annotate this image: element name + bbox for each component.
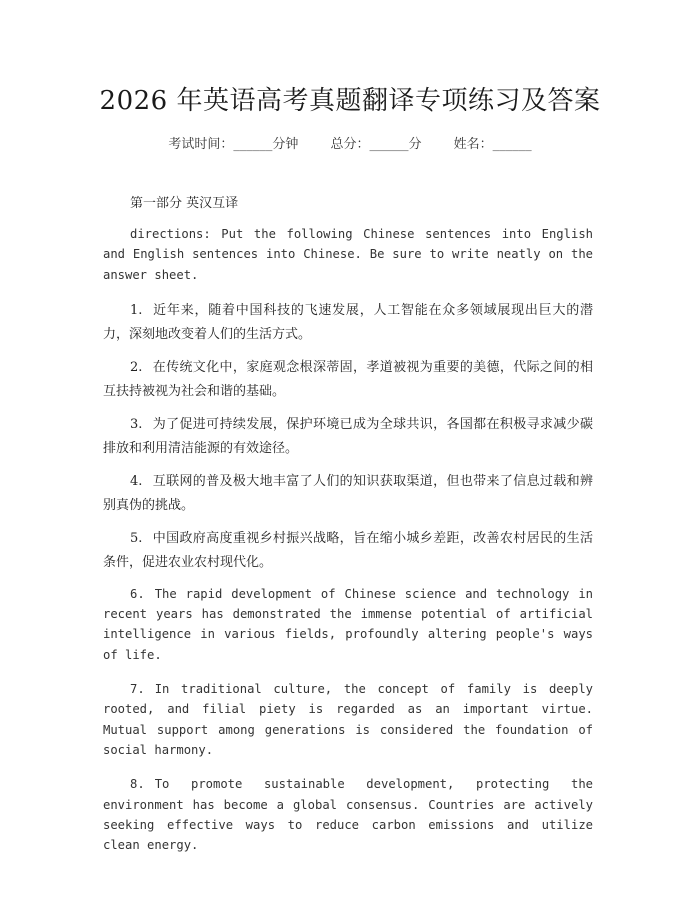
question-item	[103, 299, 593, 347]
question-number: 4.	[130, 473, 143, 489]
question-number: 5.	[130, 530, 143, 546]
question-item	[103, 679, 593, 760]
question-number: 8.	[130, 777, 145, 792]
question-text: In traditional culture, the concept of family is deeply rooted, and filial piety is regarded as an important virtue. Mutual support among generations is considered the foundation of social harmony.	[103, 682, 593, 757]
exam-meta	[0, 133, 700, 152]
document-title: 2026 年英语高考真题翻译专项练习及答案	[99, 86, 601, 116]
question-number: 3.	[130, 416, 143, 432]
question-item	[103, 413, 593, 461]
question-number: 2.	[130, 359, 143, 375]
question-number: 7.	[130, 682, 145, 697]
question-text: To promote sustainable development, protecting the environment has become a global consensus. Countries are actively seeking effective ways to reduce carbon emissions and utilize clean energy.	[103, 777, 593, 853]
section-heading: 第一部分 英汉互译	[130, 196, 239, 211]
document-body	[103, 224, 593, 869]
question-item	[103, 470, 593, 518]
question-item	[103, 527, 593, 575]
question-number: 6.	[130, 586, 145, 601]
directions-paragraph: directions: Put the following Chinese sentences into English and English sentences into Chinese. Be sure to write neatly on the answer sheet.	[103, 227, 593, 282]
total-score-field: 总分：______分	[330, 137, 422, 152]
exam-time-field: 考试时间：______分钟	[168, 137, 299, 152]
question-number: 1.	[130, 302, 143, 318]
question-item	[103, 774, 593, 855]
question-item	[103, 584, 593, 665]
question-item	[103, 356, 593, 404]
question-text: 在传统文化中，家庭观念根深蒂固，孝道被视为重要的美德，代际之间的相互扶持被视为社会和谐的基础。	[103, 359, 593, 399]
question-text: The rapid development of Chinese science and technology in recent years has demonstrated the immense potential of artificial intelligence in various fields, profoundly altering people's ways of life.	[103, 586, 593, 662]
name-field: 姓名：______	[453, 137, 532, 152]
question-text: 为了促进可持续发展，保护环境已成为全球共识，各国都在积极寻求减少碳排放和利用清洁能源的有效途径。	[103, 416, 593, 456]
question-text: 近年来，随着中国科技的飞速发展，人工智能在众多领域展现出巨大的潜力，深刻地改变着人们的生活方式。	[103, 302, 593, 342]
question-text: 互联网的普及极大地丰富了人们的知识获取渠道，但也带来了信息过载和辨别真伪的挑战。	[103, 473, 593, 513]
question-text: 中国政府高度重视乡村振兴战略，旨在缩小城乡差距，改善农村居民的生活条件，促进农业农村现代化。	[103, 530, 593, 570]
